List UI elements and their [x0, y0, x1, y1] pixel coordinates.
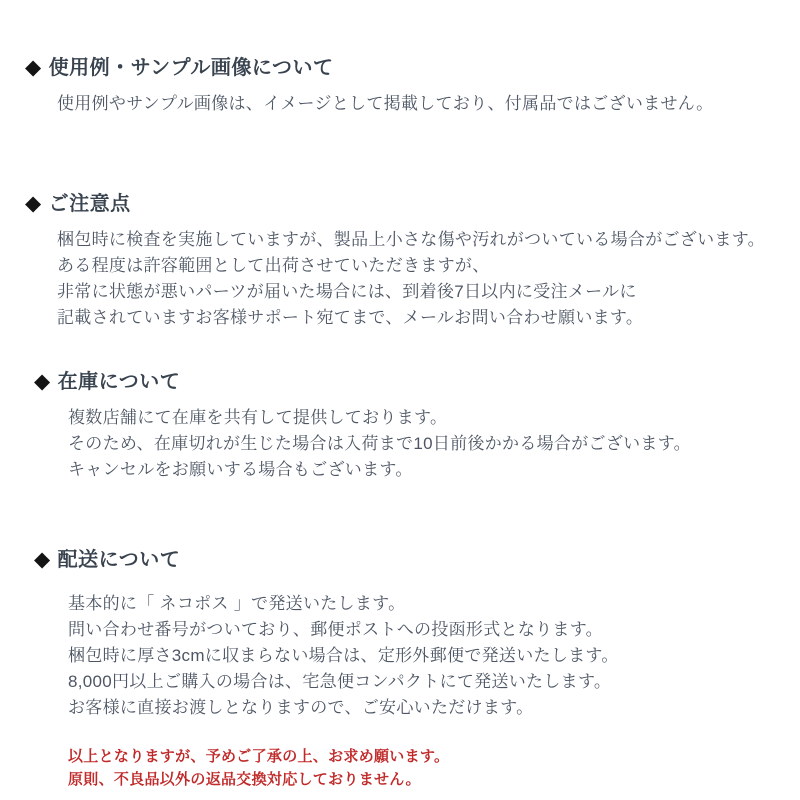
body-line: お客様に直接お渡しとなりますので、ご安心いただけます。	[68, 698, 534, 717]
section-shipping	[34, 547, 800, 721]
body-line: 記載されていますお客様サポート宛てまで、メールお問い合わせ願います。	[57, 308, 644, 327]
warning-line: 以上となりますが、予めご了承の上、お求め願います。	[68, 748, 450, 765]
section-title: 配送について	[57, 549, 181, 571]
warning-note	[68, 745, 800, 791]
body-line: キャンセルをお願いする場合もございます。	[68, 460, 413, 479]
diamond-bullet-icon: ◆	[25, 191, 42, 215]
section-stock	[34, 369, 800, 483]
section-sample-images	[25, 55, 800, 117]
body-line: 非常に状態が悪いパーツが届いた場合には、到着後7日以内に受注メールに	[57, 282, 637, 301]
section-heading	[25, 55, 800, 81]
section-title: ご注意点	[48, 193, 131, 215]
body-line: 複数店舗にて在庫を共有して提供しております。	[68, 408, 448, 427]
body-line: そのため、在庫切れが生じた場合は入荷まで10日前後かかる場合がございます。	[68, 434, 691, 453]
body-line: 使用例やサンプル画像は、イメージとして掲載しており、付属品ではございません。	[57, 94, 714, 113]
body-line: 梱包時に厚さ3cmに収まらない場合は、定形外郵便で発送いたします。	[68, 646, 619, 665]
body-line: 基本的に「 ネコポス 」で発送いたします。	[68, 594, 406, 613]
section-body	[68, 405, 800, 483]
diamond-bullet-icon: ◆	[25, 55, 42, 79]
warning-line: 原則、不良品以外の返品交換対応しておりません。	[68, 771, 421, 788]
body-line: 問い合わせ番号がついており、郵便ポストへの投函形式となります。	[68, 620, 603, 639]
diamond-bullet-icon: ◆	[34, 369, 51, 393]
section-title: 使用例・サンプル画像について	[48, 57, 334, 79]
section-body	[57, 227, 800, 331]
section-heading	[25, 191, 800, 217]
body-line: 梱包時に検査を実施していますが、製品上小さな傷や汚れがついている場合がございます。	[57, 230, 765, 249]
section-title: 在庫について	[57, 371, 181, 393]
body-line: ある程度は許容範囲として出荷させていただきますが、	[57, 256, 490, 275]
section-cautions	[25, 191, 800, 331]
section-heading	[34, 547, 800, 573]
diamond-bullet-icon: ◆	[34, 547, 51, 571]
body-line: 8,000円以上ご購入の場合は、宅急便コンパクトにて発送いたします。	[68, 672, 612, 691]
section-body	[57, 91, 800, 117]
section-heading	[34, 369, 800, 395]
section-body	[68, 591, 800, 721]
